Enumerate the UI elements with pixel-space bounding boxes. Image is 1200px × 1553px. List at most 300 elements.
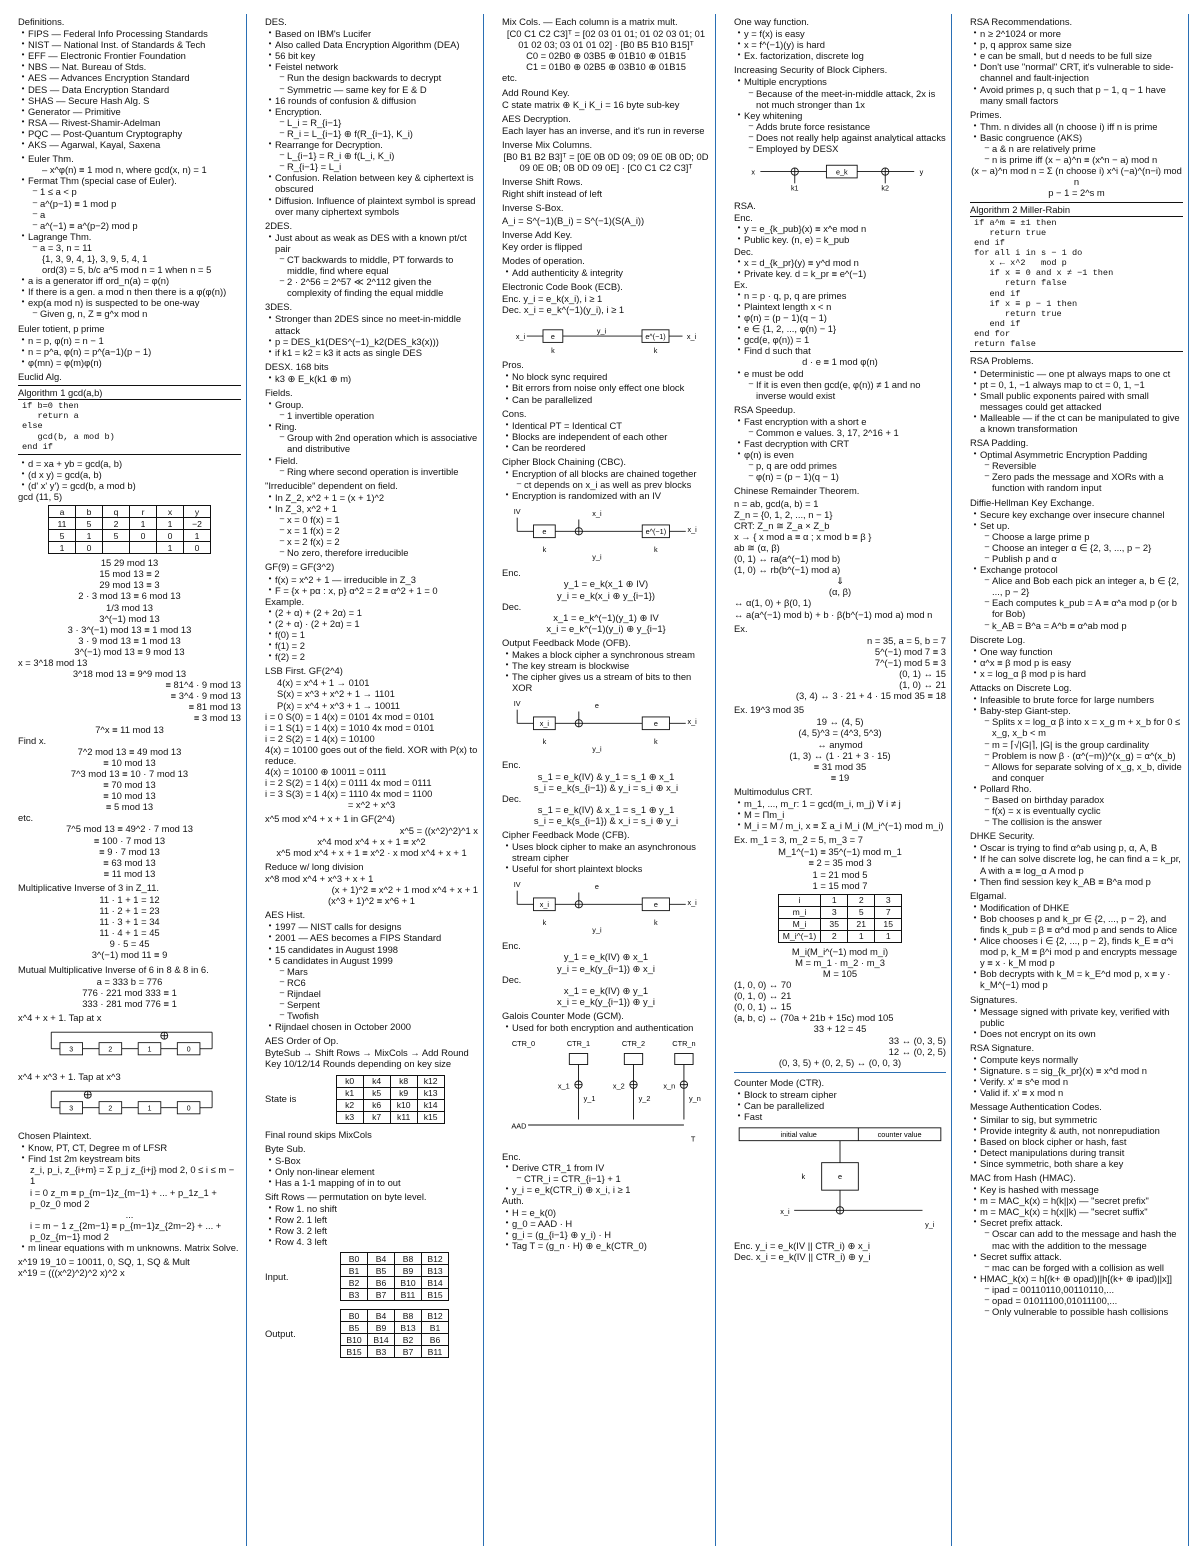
bullet-icon: • (505, 1184, 509, 1194)
section (734, 834, 946, 1068)
bullet-icon: • (21, 153, 25, 163)
line-text: 15 mod 13 ≡ 2 (99, 568, 160, 580)
section-heading: "Irreducible" dependent on field. (265, 479, 398, 491)
figure-label: x_1 (557, 1081, 570, 1091)
line-text: RSA — Rivest-Shamir-Adelman (28, 116, 161, 128)
text-line (734, 39, 946, 50)
line-text: Identical PT = Identical CT (512, 419, 623, 431)
text-line (734, 498, 946, 509)
figure-label: k (801, 1172, 806, 1182)
bullet-icon: • (737, 109, 741, 119)
line-text: ByteSub → Shift Rows → MixCols → Add Round Key 10/12/14 Rounds depending on key size (265, 1047, 469, 1070)
text-line (265, 1010, 478, 1021)
text-line (18, 286, 241, 297)
line-text: ≡ 9 · 7 mod 13 (99, 845, 160, 857)
dash-icon: – (748, 87, 754, 97)
text-line (734, 798, 946, 809)
table-cell: 1 (49, 542, 76, 554)
line-text: p, q are odd primes (756, 460, 837, 472)
bullet-icon: • (268, 1214, 272, 1224)
section-heading: Diffie-Hellman Key Exchange. (970, 496, 1095, 508)
section-heading: Multimodulus CRT. (734, 785, 813, 797)
line-text: A_i = S^(−1)(B_i) = S^(−1)(S(A_i)) (502, 214, 645, 226)
line-text: Baby-step Giant-step. (980, 705, 1071, 717)
line-text: φ(n) is even (744, 449, 794, 461)
text-line (970, 1184, 1183, 1195)
line-text: M = Πm_i (744, 809, 785, 821)
text-line (970, 390, 1183, 412)
table-cell: k7 (363, 1111, 390, 1123)
text-line (970, 1136, 1183, 1147)
pseudocode-line: return false (974, 339, 1036, 350)
table-cell: 7 (875, 906, 902, 918)
line-text: ord(3) = 5, b/c a^5 mod n = 1 when n = 5 (42, 264, 212, 276)
bullet-icon: • (973, 968, 977, 978)
text-line (265, 514, 478, 525)
pseudocode-line: end if (22, 441, 53, 452)
text-line (502, 304, 710, 315)
section-heading: Signatures. (970, 993, 1018, 1005)
table-cell: 1 (157, 518, 184, 530)
text-line (18, 657, 241, 668)
table-row (336, 1087, 444, 1099)
text-line (265, 766, 478, 777)
text-line (970, 50, 1183, 61)
text-line (970, 542, 1183, 553)
section-heading: DHKE Security. (970, 830, 1035, 842)
text-line (18, 835, 241, 846)
line-text: m = MAC_k(x) = h(x||k) — "secret suffix" (980, 1206, 1148, 1218)
section-heading: RSA Padding. (970, 437, 1029, 449)
line-text: (x^3 + 1)^2 ≡ x^6 + 1 (328, 895, 415, 907)
matrix-label: Output. (265, 1328, 296, 1340)
text-line (970, 575, 1183, 597)
line-text: In Z_3, x^2 + 1 (275, 502, 337, 514)
dash-icon: – (279, 410, 285, 420)
bullet-icon: • (973, 853, 977, 863)
table-cell: k13 (417, 1087, 444, 1099)
figure-label: x_i (539, 719, 550, 729)
section (734, 64, 946, 196)
line-text: ≡ 2 = 35 mod 3 (808, 857, 872, 869)
text-line (265, 711, 478, 722)
bullet-icon: • (973, 1087, 977, 1097)
bullet-icon: • (973, 1250, 977, 1260)
figure-label: e_k (835, 167, 848, 177)
text-line (18, 209, 241, 220)
figure-label: k (654, 545, 658, 555)
line-text: Dec. (502, 600, 522, 612)
line-text: Dec. x_i = e_k(IV || CTR_i) ⊕ y_i (734, 1251, 871, 1263)
bullet-icon: • (505, 1228, 509, 1238)
table-row (341, 1253, 449, 1265)
table-cell: B5 (341, 1322, 368, 1334)
text-line (18, 779, 241, 790)
line-text: (2 + α) + (2 + 2α) = 1 (275, 606, 362, 618)
bullet-icon: • (21, 345, 25, 355)
section (265, 665, 478, 810)
table-cell: m_i (778, 906, 820, 918)
text-line (970, 509, 1183, 520)
pseudocode-line: if x ≡ p − 1 then (974, 298, 1078, 309)
text-line (970, 935, 1183, 968)
table-cell: 2 (848, 894, 875, 906)
text-line (18, 846, 241, 857)
bullet-icon: • (973, 367, 977, 377)
line-text: Row 2. 1 left (275, 1214, 328, 1226)
section (265, 387, 478, 477)
table-cell: 1 (184, 530, 211, 542)
line-text: ... (125, 1208, 134, 1220)
section (18, 1256, 241, 1278)
figure-box (675, 1054, 693, 1065)
bullet-icon: • (973, 912, 977, 922)
bullet-icon: • (973, 28, 977, 38)
text-line (734, 290, 946, 301)
figure-label: y_i (925, 1219, 935, 1229)
dash-icon: – (279, 465, 285, 475)
line-text: Useful for short plaintext blocks (512, 863, 643, 875)
section-heading: One way function. (734, 16, 810, 27)
text-line (265, 276, 478, 298)
figure-label: x_i (686, 332, 697, 342)
bullet-icon: • (737, 256, 741, 266)
text-line (265, 1021, 478, 1032)
table-cell: B11 (395, 1289, 422, 1301)
line-text: Plaintext length x < n (744, 300, 832, 312)
bullet-icon: • (268, 954, 272, 964)
bullet-icon: • (268, 399, 272, 409)
bullet-icon: • (21, 28, 25, 38)
line-text: Example. (265, 595, 305, 607)
line-text: (0, 1) ↔ 15 (899, 667, 946, 679)
line-text: AKS — Agarwal, Kayal, Saxena (28, 139, 161, 151)
line-text: Ring. (275, 421, 297, 433)
text-line (265, 150, 478, 161)
dash-icon: – (748, 131, 754, 141)
bullet-icon: • (973, 1146, 977, 1156)
text-line (18, 186, 241, 197)
section-heading: Primes. (970, 108, 1002, 120)
dash-icon: – (279, 83, 285, 93)
line-text: x_i = e_k^(−1)(y_i) ⊕ y_{i−1} (546, 622, 666, 634)
text-line (265, 50, 478, 61)
section (18, 1130, 241, 1253)
line-text: Zero pads the message and XORs with a function with random input (992, 471, 1164, 494)
section-heading: Byte Sub. (265, 1142, 306, 1154)
bullet-icon: • (268, 1165, 272, 1175)
line-text: Deterministic — one pt always maps to one ct (980, 367, 1171, 379)
text-line (502, 72, 710, 83)
line-text: g_0 = AAD · H (512, 1217, 573, 1229)
dash-icon: – (748, 120, 754, 130)
text-line (502, 649, 710, 660)
text-line (18, 590, 241, 601)
bullet-icon: • (973, 1217, 977, 1227)
text-line (265, 106, 478, 117)
table-cell: k6 (363, 1099, 390, 1111)
line-text: 1 invertible operation (287, 410, 375, 422)
line-text: Choose a large prime p (992, 530, 1090, 542)
line-text: x = 2 f(x) = 2 (287, 536, 340, 548)
figure-label: x_i (780, 1207, 790, 1217)
section (970, 634, 1183, 679)
table-cell: B13 (422, 1265, 449, 1277)
table-cell: 1 (157, 542, 184, 554)
line-text: 2 · 3 mod 13 ≡ 6 mod 13 (78, 590, 181, 602)
line-text: (0, 1) ↔ ra(a^(−1) mod b) (734, 553, 841, 565)
line-text: R_{i−1} = L_i (287, 161, 342, 173)
line-text: Based on block cipher or hash, fast (980, 1135, 1127, 1147)
text-line (265, 836, 478, 847)
table-cell: B5 (368, 1265, 395, 1277)
line-text: Multiple encryptions (744, 76, 827, 88)
text-line (734, 575, 946, 586)
bullet-icon: • (505, 266, 509, 276)
text-line (18, 987, 241, 998)
line-text: g_i = (g_{i−1} ⊕ y_i) · H (512, 1228, 612, 1240)
line-text: Enc. y_i = e_k(IV || CTR_i) ⊕ x_i (734, 1240, 870, 1252)
text-line (502, 671, 710, 693)
text-line (502, 590, 710, 601)
line-text: Fast decryption with CRT (744, 438, 850, 450)
text-line (265, 313, 478, 335)
line-text: x^19 19_10 = 10011, 0, SQ, 1, SQ & Mult (18, 1256, 190, 1268)
text-line (265, 373, 478, 384)
line-text: φ(n) = (p − 1)(q − 1) (744, 312, 827, 324)
line-text: exp(a mod n) is suspected to be one-way (28, 297, 200, 309)
text-line (265, 128, 478, 139)
section-heading: Mutual Multiplicative Inverse of 6 in 8 & 8 in 6. (18, 963, 209, 975)
bullet-icon: • (737, 820, 741, 830)
line-text: Serpent (287, 998, 320, 1010)
pseudocode-line: if x ≡ 0 and x ≠ −1 then (974, 268, 1114, 279)
section (502, 829, 710, 1007)
text-line (18, 790, 241, 801)
table-cell: B2 (341, 1277, 368, 1289)
key-whitening-diagram (734, 158, 946, 196)
line-text: s_1 = e_k(IV) & y_1 = s_1 ⊕ x_1 (537, 770, 675, 782)
section (18, 882, 241, 961)
table-row (341, 1289, 449, 1301)
line-text: 4(x) = 10100 ⊕ 10011 = 0111 (265, 766, 387, 778)
line-text: Don't use "normal" CRT, it's vulnerable to side-channel and fault-injection (980, 61, 1174, 84)
line-text: ≡ 100 · 7 mod 13 (93, 834, 166, 846)
line-text: (1, 0) ↔ rb(b^(−1) mod a) (734, 564, 841, 576)
line-text: 19 ↔ (4, 5) (816, 716, 864, 728)
line-text: Enc. (502, 567, 521, 579)
table-cell: 35 (821, 918, 848, 930)
bullet-icon: • (973, 705, 977, 715)
line-text: x_1 = e_k^(−1)(y_1) ⊕ IV (553, 611, 659, 623)
text-line (970, 154, 1183, 165)
bullet-icon: • (268, 1236, 272, 1246)
table-cell: 3 (875, 894, 902, 906)
table-cell: B13 (395, 1322, 422, 1334)
text-line (18, 868, 241, 879)
section (502, 87, 710, 110)
table-cell: k9 (390, 1087, 417, 1099)
line-text: n is prime iff (x − a)^n ≡ (x^n − a) mod n (992, 154, 1158, 166)
table-cell: B9 (395, 1265, 422, 1277)
text-line (502, 28, 710, 50)
section (502, 113, 710, 136)
text-line (18, 976, 241, 987)
table-cell: B6 (422, 1334, 449, 1346)
section (970, 890, 1183, 991)
figure-label: e (594, 701, 599, 711)
text-line (502, 151, 710, 173)
algorithm-box (18, 385, 241, 455)
text-line (734, 416, 946, 427)
dash-icon: – (984, 553, 990, 563)
text-line (265, 813, 478, 824)
text-line (970, 1158, 1183, 1169)
line-text: Optimal Asymmetric Encryption Padding (980, 449, 1148, 461)
pseudocode-line: end if (974, 237, 1005, 248)
text-line (265, 455, 478, 466)
bullet-icon: • (505, 371, 509, 381)
line-text: Find 1st 2m keystream bits (28, 1153, 141, 1165)
line-text: Add authenticity & integrity (512, 266, 623, 278)
line-text: Dec. (502, 973, 522, 985)
section-heading: AES Decryption. (502, 112, 571, 124)
table-cell: 11 (49, 518, 76, 530)
text-line (265, 139, 478, 150)
section-heading: Message Authentication Codes. (970, 1101, 1102, 1113)
line-text: y = f(x) is easy (744, 28, 805, 40)
bullet-icon: • (268, 421, 272, 431)
gcm-diagram (502, 1037, 710, 1147)
text-line (18, 297, 241, 308)
table-cell: B12 (422, 1310, 449, 1322)
bullet-icon: • (505, 1217, 509, 1227)
bullet-icon: • (973, 519, 977, 529)
line-text: Signature. s = sig_{k_pr}(x) ≡ x^d mod n (980, 1065, 1147, 1077)
line-text: 16 rounds of confusion & diffusion (275, 94, 417, 106)
section (502, 229, 710, 252)
figure-label: CTR_2 (621, 1039, 646, 1049)
text-line (18, 812, 241, 823)
figure-label: x_i (687, 717, 697, 727)
line-text: Diffusion. Influence of plaintext symbol is spread over many ciphertext symbols (275, 194, 476, 217)
line-text: Ex. (734, 278, 748, 290)
table-row (778, 894, 901, 906)
text-line (734, 279, 946, 290)
text-line (18, 469, 241, 480)
text-line (502, 61, 710, 72)
figure-label: k (542, 545, 547, 555)
text-line (18, 668, 241, 679)
line-text: i = m − 1 z_{2m−1} ≡ p_{m−1}z_{2m−2} + ... + p_0z_{m−1} mod 2 (30, 1219, 222, 1242)
text-line (502, 1022, 710, 1033)
text-line (18, 1220, 241, 1242)
algorithm-body (18, 400, 241, 454)
bullet-icon: • (268, 454, 272, 464)
section (265, 561, 478, 662)
dash-icon: – (748, 460, 754, 470)
text-line (734, 880, 946, 891)
bullet-icon: • (973, 1206, 977, 1216)
section-heading: RSA Recommendations. (970, 16, 1073, 27)
text-line (970, 876, 1183, 887)
bullet-icon: • (973, 389, 977, 399)
bullet-icon: • (973, 131, 977, 141)
text-line (265, 195, 478, 217)
text-line (734, 509, 946, 520)
shift-rows-input (265, 1249, 478, 1304)
line-text: s_i = e_k(s_{i−1}) & x_i = s_i ⊕ y_i (533, 814, 679, 826)
text-line (265, 777, 478, 788)
table-row (778, 906, 901, 918)
table-cell: 0 (184, 542, 211, 554)
text-line (265, 172, 478, 194)
section-heading: Galois Counter Mode (GCM). (502, 1009, 624, 1021)
bullet-icon: • (268, 932, 272, 942)
line-text: [B0 B1 B2 B3]ᵀ = [0E 0B 0D 09; 09 0E 0B 0D; 0D 09 0E 0B; 0B 0D 09 0E] · [C0 C1 C2 C3]ᵀ (503, 151, 709, 174)
section (970, 830, 1183, 886)
figure-label: k (542, 737, 547, 747)
bullet-icon: • (973, 564, 977, 574)
text-line (18, 346, 241, 357)
line-text: Problem is now β · (α^(−m))^(x_g) = α^(x_b) (992, 749, 1176, 761)
line-text: n = 35, a = 5, b = 7 (867, 634, 946, 646)
section (18, 323, 241, 368)
text-line (18, 28, 241, 39)
line-text: (2 + α) · (2 + 2α) = 1 (275, 617, 360, 629)
table-cell: M_i (778, 918, 820, 930)
line-text: CTR_i = CTR_{i−1} + 1 (524, 1173, 621, 1185)
text-line (502, 1195, 710, 1206)
text-line (734, 657, 946, 668)
dash-icon: – (279, 116, 285, 126)
table-cell: 0 (157, 530, 184, 542)
bullet-icon: • (973, 50, 977, 60)
section-heading: Pros. (502, 359, 524, 371)
line-text: 15 candidates in August 1998 (275, 943, 399, 955)
text-line (970, 121, 1183, 132)
section-heading: Inverse Shift Rows. (502, 176, 583, 188)
text-line (18, 175, 241, 186)
text-line (734, 323, 946, 334)
table-cell: B14 (422, 1277, 449, 1289)
text-line (970, 1228, 1183, 1250)
table-cell: k14 (417, 1099, 444, 1111)
line-text: x^19 = (((x^2)^2)^2 x)^2 x (18, 1267, 125, 1279)
dash-icon: – (279, 536, 285, 546)
line-text: Public key. (n, e) = k_pub (744, 234, 850, 246)
text-line (734, 520, 946, 531)
bullet-icon: • (21, 175, 25, 185)
text-line (734, 690, 946, 701)
text-line (18, 458, 241, 469)
figure-label: initial value (780, 1130, 817, 1140)
text-line (18, 357, 241, 368)
table-cell: B11 (422, 1346, 449, 1358)
table-cell: B10 (341, 1334, 368, 1346)
text-line (970, 1087, 1183, 1098)
bullet-icon: • (973, 875, 977, 885)
line-text: ct depends on x_i as well as prev blocks (524, 479, 692, 491)
section (18, 964, 241, 1009)
text-line (734, 979, 946, 990)
line-text: (x − a)^n mod n = Σ (n choose i) x^i (−a)^(n−i) mod n (971, 165, 1182, 188)
line-text: Alice and Bob each pick an integer a, b ∈ {2, ..., p − 2} (992, 575, 1179, 598)
text-line (18, 768, 241, 779)
line-text: 3^(−1) mod 13 ≡ 9 mod 13 (74, 645, 185, 657)
line-text: x^5 mod x^4 + x + 1 in GF(2^4) (265, 813, 395, 825)
line-text: z_i, p_i, z_{i+m} = Σ p_j z_{i+j} mod 2, 0 ≤ i ≤ m − 1 (30, 1164, 235, 1187)
